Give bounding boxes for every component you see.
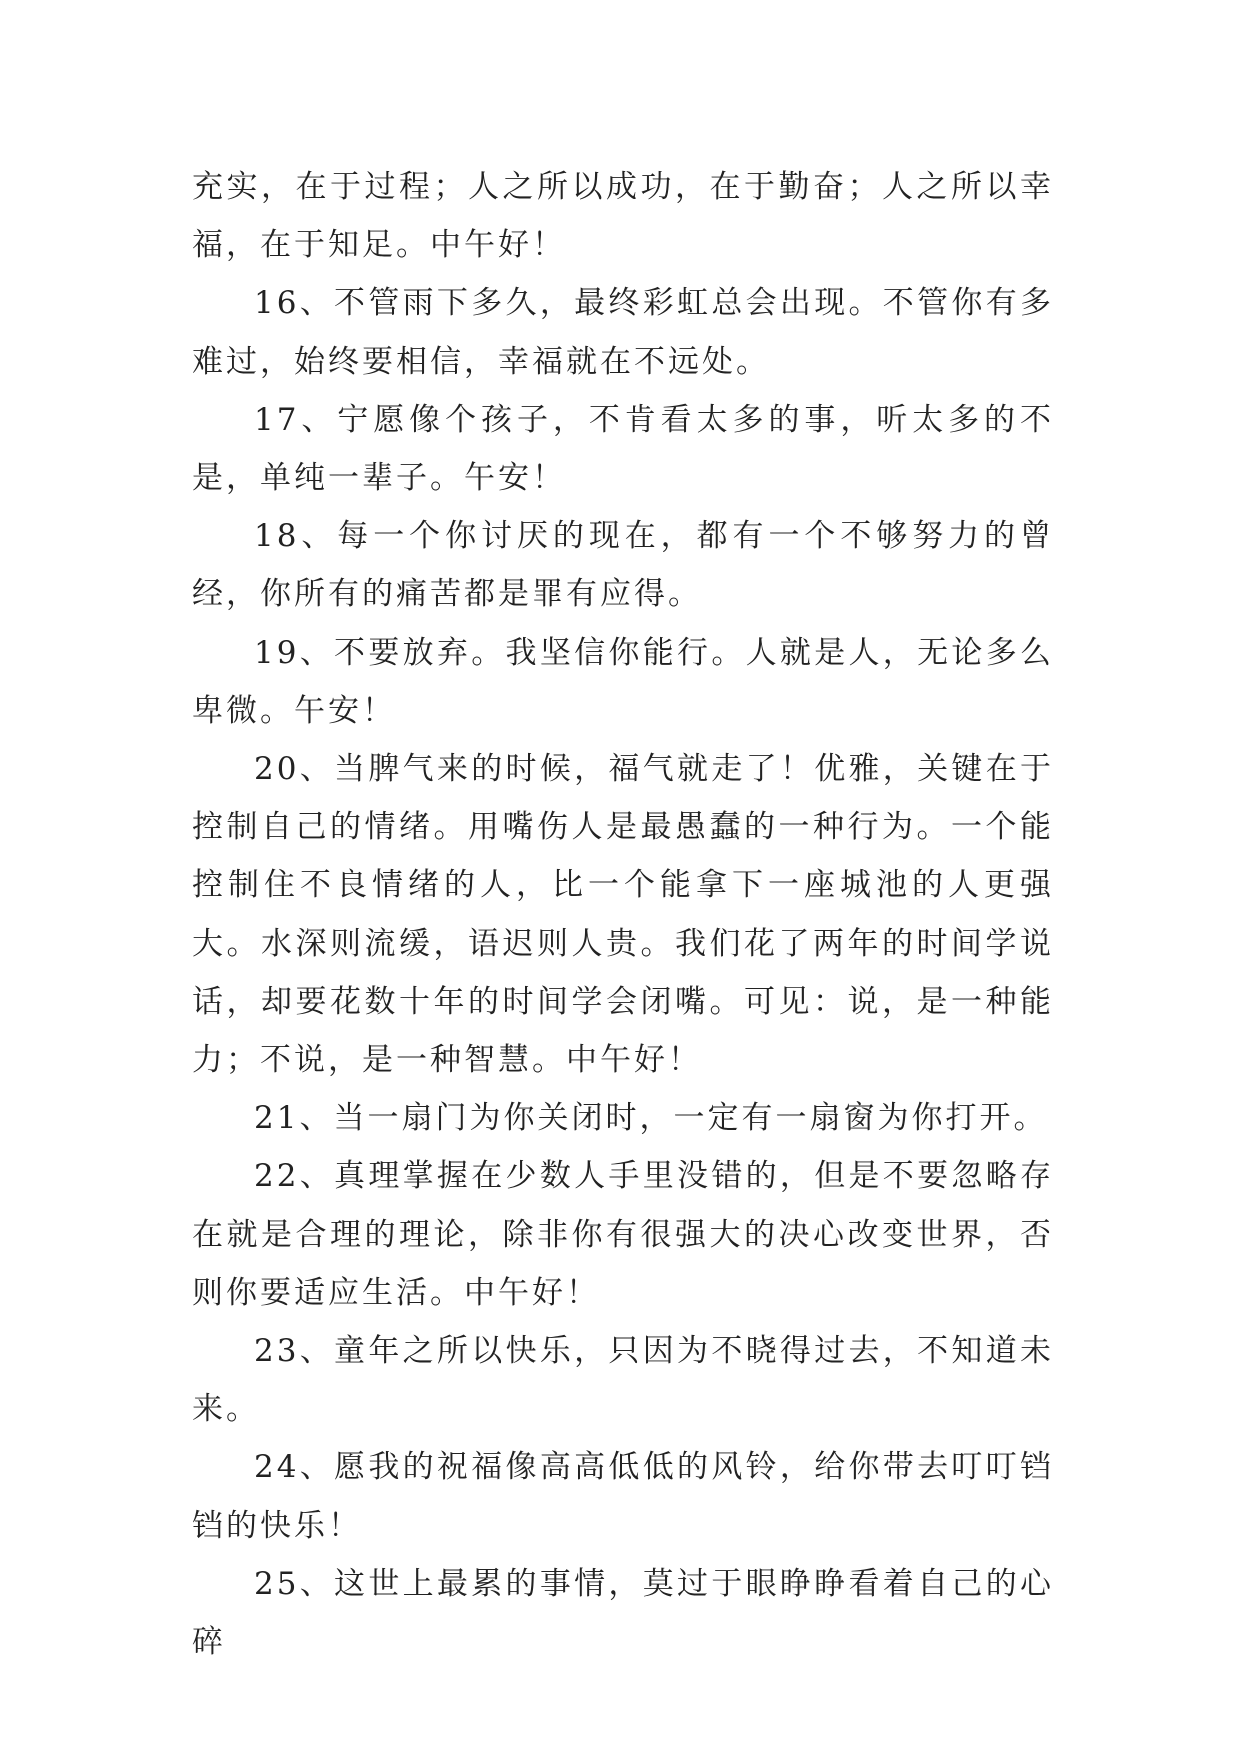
document-body (192, 158, 1054, 1671)
paragraph: 16、不管雨下多久，最终彩虹总会出现。不管你有多难过，始终要相信，幸福就在不远处。 (192, 285, 1054, 380)
paragraph: 25、这世上最累的事情，莫过于眼睁睁看着自己的心碎 (192, 1565, 1054, 1661)
paragraph: 18、每一个你讨厌的现在，都有一个不够努力的曾经，你所有的痛苦都是罪有应得。 (192, 518, 1054, 613)
paragraph: 17、宁愿像个孩子，不肯看太多的事，听太多的不是，单纯一辈子。午安！ (192, 401, 1054, 497)
paragraph: 24、愿我的祝福像高高低低的风铃，给你带去叮叮铛铛的快乐！ (192, 1449, 1054, 1544)
paragraph: 充实，在于过程；人之所以成功，在于勤奋；人之所以幸福，在于知足。中午好！ (192, 169, 1054, 264)
paragraph: 21、当一扇门为你关闭时，一定有一扇窗为你打开。 (254, 1100, 1048, 1137)
paragraph: 22、真理掌握在少数人手里没错的，但是不要忽略存在就是合理的理论，除非你有很强大的决心改变世界，否则你要适应生活。中午好！ (192, 1158, 1054, 1311)
paragraph: 19、不要放弃。我坚信你能行。人就是人，无论多么卑微。午安！ (192, 634, 1054, 729)
paragraph: 20、当脾气来的时候，福气就走了！优雅，关键在于控制自己的情绪。用嘴伤人是最愚蠢的一种行为。一个能控制住不良情绪的人，比一个能拿下一座城池的人更强大。水深则流缓，语迟则人贵。我们花了两年的时间学说话，却要花数十年的时间学会闭嘴。可见：说，是一种能力；不说，是一种智慧。中午好！ (192, 751, 1054, 1079)
paragraph: 23、童年之所以快乐，只因为不晓得过去，不知道未来。 (192, 1333, 1054, 1428)
